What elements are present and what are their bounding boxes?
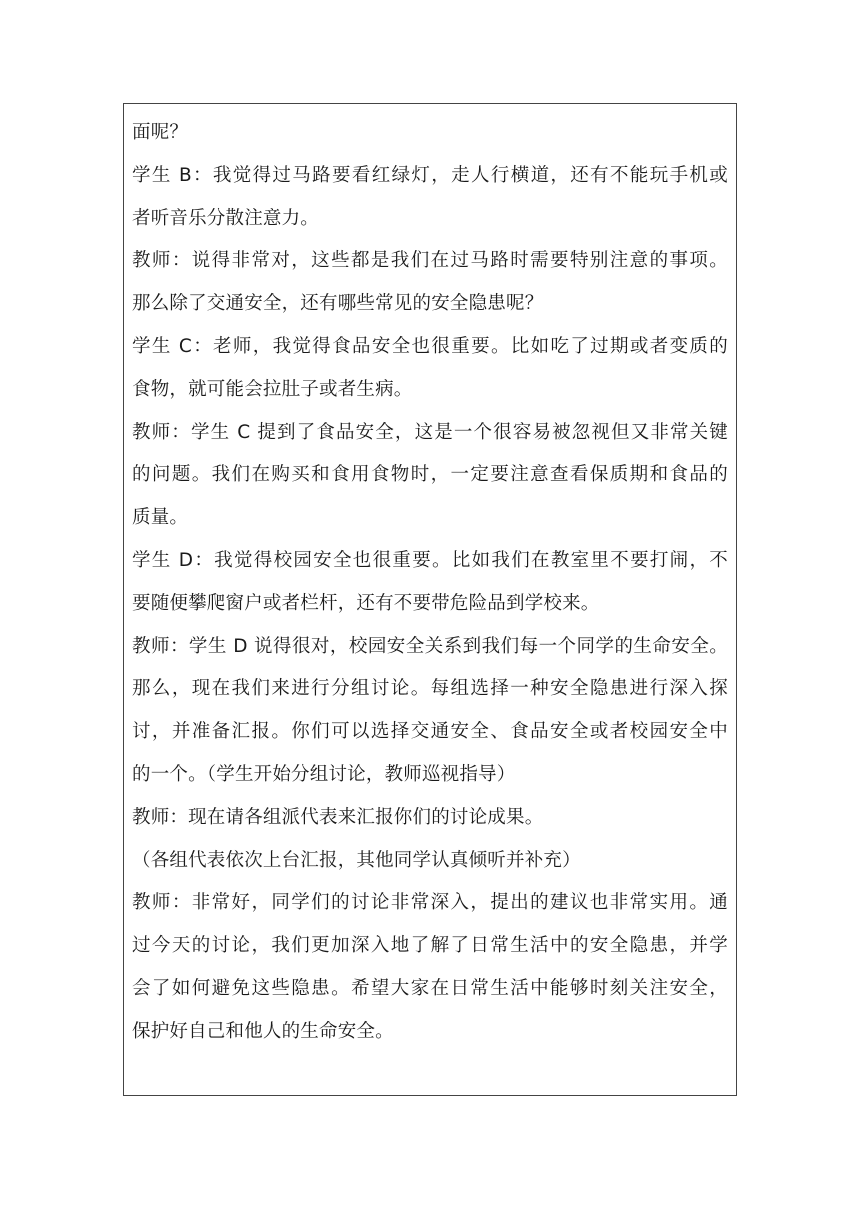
- text-line: 质量。: [132, 507, 189, 529]
- text-line: 的问题。我们在购买和食用食物时，一定要注意查看保质期和食品的: [132, 464, 728, 486]
- text-line: 者听音乐分散注意力。: [132, 207, 320, 229]
- text-line: 保护好自己和他人的生命安全。: [132, 1020, 394, 1042]
- text-line: 教师：非常好，同学们的讨论非常深入，提出的建议也非常实用。通: [132, 892, 728, 914]
- text-line: （各组代表依次上台汇报，其他同学认真倾听并补充）: [132, 849, 581, 871]
- text-line: 学生 C：老师，我觉得食品安全也很重要。比如吃了过期或者变质的: [132, 335, 728, 357]
- text-line: 面呢？: [132, 122, 189, 143]
- text-line: 会了如何避免这些隐患。希望大家在日常生活中能够时刻关注安全，: [132, 977, 728, 999]
- text-line: 教师：说得非常对，这些都是我们在过马路时需要特别注意的事项。: [132, 250, 728, 272]
- text-line: 教师：学生 D 说得很对，校园安全关系到我们每一个同学的生命安全。: [132, 635, 728, 657]
- text-line: 那么除了交通安全，还有哪些常见的安全隐患呢？: [132, 293, 544, 315]
- text-line: 教师：现在请各组派代表来汇报你们的讨论成果。: [132, 806, 544, 828]
- text-line: 学生 B：我觉得过马路要看红绿灯，走人行横道，还有不能玩手机或: [132, 164, 728, 186]
- text-line: 要随便攀爬窗户或者栏杆，还有不要带危险品到学校来。: [132, 592, 600, 614]
- text-line: 学生 D：我觉得校园安全也很重要。比如我们在教室里不要打闹，不: [132, 549, 728, 571]
- text-line: 那么，现在我们来进行分组讨论。每组选择一种安全隐患进行深入探: [132, 678, 728, 700]
- text-line: 过今天的讨论，我们更加深入地了解了日常生活中的安全隐患，并学: [132, 935, 728, 957]
- text-line: 教师：学生 C 提到了食品安全，这是一个很容易被忽视但又非常关键: [132, 421, 728, 443]
- text-line: 的一个。（学生开始分组讨论，教师巡视指导）: [132, 763, 516, 785]
- text-line: 食物，就可能会拉肚子或者生病。: [132, 378, 413, 400]
- text-line: 讨，并准备汇报。你们可以选择交通安全、食品安全或者校园安全中: [132, 721, 728, 743]
- lesson-dialogue-table: [123, 103, 737, 1096]
- dialogue-cell: [124, 104, 736, 1054]
